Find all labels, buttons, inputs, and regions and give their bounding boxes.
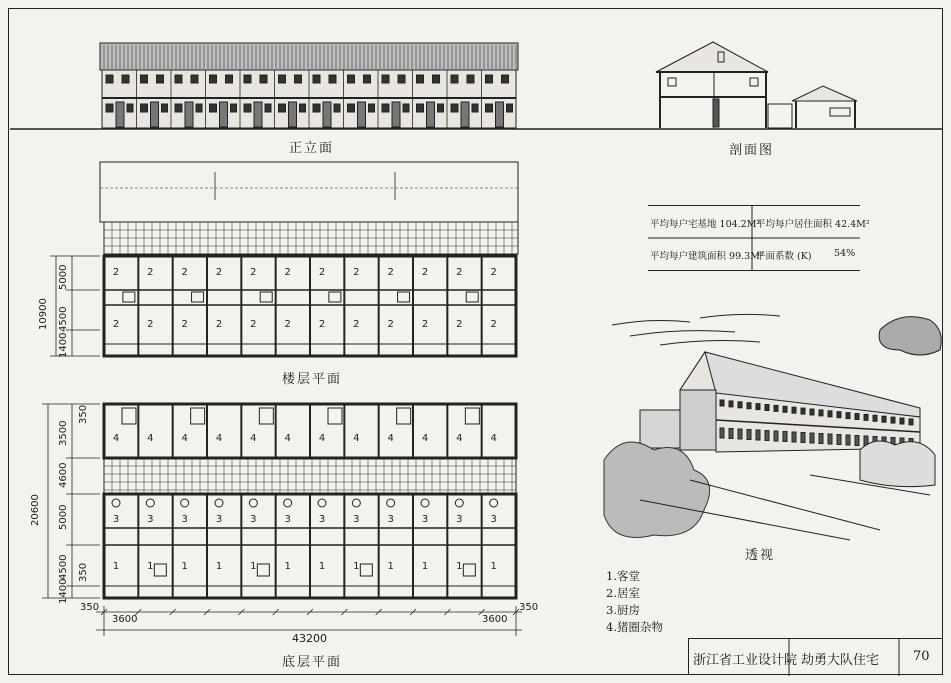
room-number-ground-mid: 3 [181,514,188,525]
room-number-ground-top: 4 [421,433,429,444]
institute-name: 浙江省工业设计院 [693,653,798,668]
room-number-ground-top: 4 [284,433,291,444]
dim-bottom-total: 43200 [292,632,327,645]
dim-bottom-left-bay: 3600 [112,614,138,625]
room-number-ground-bottom: 1 [387,561,394,572]
room-number-upper: 2 [353,319,360,330]
room-number-ground-top: 4 [387,433,394,444]
perspective-sketch [604,314,941,540]
room-number-upper: 2 [112,319,120,330]
legend-item: 2.居室 [606,586,640,600]
room-number-ground-top: 4 [147,433,154,444]
area-stats-table [648,205,870,271]
title-block [688,638,943,675]
room-number-ground-mid: 3 [490,514,497,525]
room-number-upper: 2 [112,267,120,278]
project-name: 劫勇大队住宅 [801,653,880,668]
room-number-upper: 2 [421,319,429,330]
dim-ground-b: 4600 [58,462,69,488]
legend-item: 4.猪圈杂物 [606,620,663,634]
room-number-upper: 2 [421,267,429,278]
stat-plan-coefficient-value: 54% [834,248,856,259]
room-number-upper: 2 [215,319,223,330]
room-number-upper: 2 [147,267,154,278]
room-number-upper: 2 [215,267,223,278]
front-elevation-label: 正立面 [289,141,335,156]
dim-bottom-right-small: 350 [519,602,539,613]
upper-floor-plan-label: 楼层平面 [282,372,343,387]
room-number-ground-top: 4 [181,433,188,444]
dim-ground-g: 350 [78,562,89,582]
ground-floor-plan-label: 底层平面 [282,655,343,670]
upper-floor-plan-drawing [100,162,518,356]
room-number-upper: 2 [147,319,154,330]
room-number-ground-top: 4 [353,433,360,444]
dim-ground-a: 3500 [58,420,69,446]
room-number-ground-mid: 3 [387,514,394,525]
room-number-ground-mid: 3 [250,514,257,525]
section-drawing [656,42,857,128]
room-number-ground-mid: 3 [215,514,223,525]
room-number-upper: 2 [318,319,326,330]
dim-bottom-left-small: 350 [80,602,100,613]
room-number-ground-bottom: 1 [147,561,154,572]
page-number: 70 [913,649,930,664]
room-number-upper: 2 [353,267,360,278]
room-number-ground-top: 4 [318,433,326,444]
room-number-upper: 2 [181,319,188,330]
room-number-upper: 2 [387,319,394,330]
legend-item: 3.厨房 [606,603,640,617]
room-number-upper: 2 [250,267,257,278]
room-number-upper: 2 [318,267,326,278]
room-number-ground-bottom: 1 [250,561,257,572]
dim-upper-total: 10900 [38,298,49,330]
dim-ground-total: 20600 [30,494,41,526]
stat-site-area: 平均每户宅基地 104.2M² [650,219,761,230]
room-number-ground-bottom: 1 [456,561,463,572]
dim-upper-c: 1400 [58,332,69,358]
room-number-ground-mid: 3 [284,514,291,525]
dim-upper-b: 4500 [58,306,69,332]
room-number-ground-bottom: 1 [353,561,360,572]
room-number-upper: 2 [456,267,463,278]
room-number-ground-top: 4 [490,433,497,444]
room-number-upper: 2 [284,319,291,330]
room-number-ground-bottom: 1 [284,561,291,572]
room-number-upper: 2 [284,267,291,278]
room-number-ground-bottom: 1 [215,561,223,572]
room-number-upper: 2 [490,319,497,330]
dim-ground-f: 350 [78,404,89,424]
room-number-ground-top: 4 [250,433,257,444]
room-number-ground-mid: 3 [318,514,326,525]
room-number-ground-mid: 3 [147,514,154,525]
room-number-ground-mid: 3 [353,514,360,525]
dim-ground-d: 4500 [58,554,69,580]
room-number-upper: 2 [387,267,394,278]
section-label: 剖面图 [729,143,775,158]
legend-item: 1.客堂 [606,569,640,583]
dim-ground-c: 5000 [58,504,69,530]
room-legend [606,568,663,636]
room-number-ground-top: 4 [112,433,120,444]
room-number-ground-top: 4 [456,433,463,444]
plan-dimension-lines [42,256,100,598]
dim-bottom-right-bay: 3600 [482,614,508,625]
room-number-ground-bottom: 1 [181,561,188,572]
room-number-upper: 2 [456,319,463,330]
room-number-upper: 2 [181,267,188,278]
room-number-ground-bottom: 1 [318,561,326,572]
room-number-ground-bottom: 1 [112,561,120,572]
stat-building-area: 平均每户建筑面积 99.3M² [650,251,764,262]
dim-ground-e: 1400 [58,578,69,604]
room-number-upper: 2 [490,267,497,278]
stat-living-area: 平均每户居住面积 42.4M² [756,219,870,230]
dim-upper-a: 5000 [58,264,69,290]
room-number-ground-top: 4 [215,433,223,444]
room-number-upper: 2 [250,319,257,330]
room-number-ground-bottom: 1 [490,561,497,572]
perspective-label: 透视 [745,548,776,563]
ground-floor-plan-drawing [96,404,522,636]
room-number-ground-mid: 3 [421,514,429,525]
front-elevation-drawing [100,43,518,128]
stat-plan-coefficient-label: 平面系数 (K) [756,251,812,262]
room-number-ground-mid: 3 [112,514,120,525]
room-number-ground-mid: 3 [456,514,463,525]
room-number-ground-bottom: 1 [421,561,429,572]
